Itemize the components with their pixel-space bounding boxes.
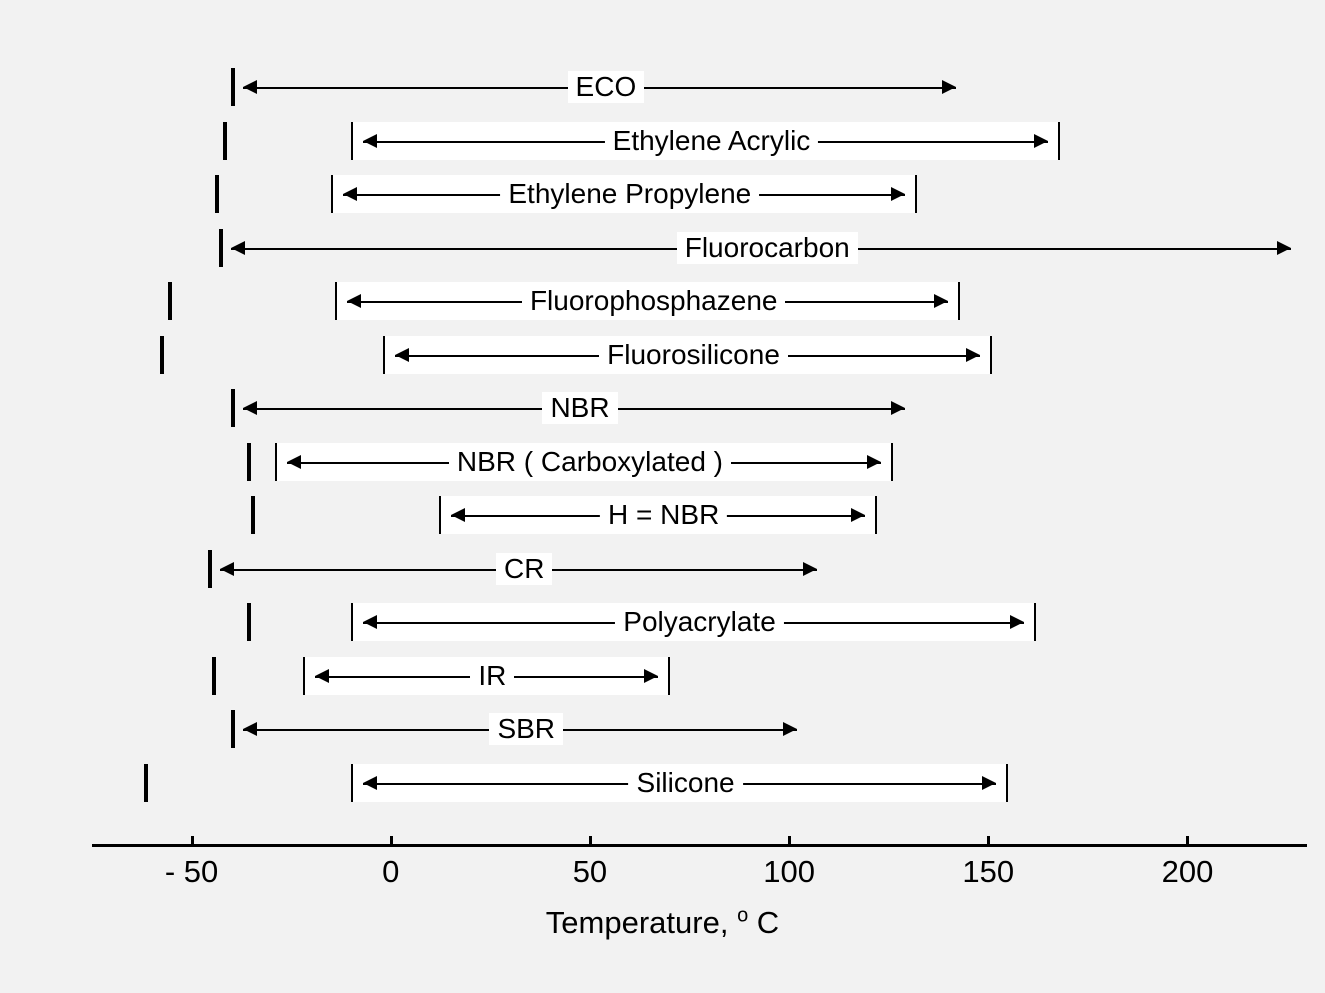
bar-label xyxy=(231,389,928,427)
bar-label xyxy=(219,229,1315,267)
bar-label-text: Fluorosilicone xyxy=(599,339,788,371)
x-axis-title xyxy=(0,905,1325,941)
bar-label-text: SBR xyxy=(489,713,563,745)
bar-label xyxy=(202,175,1059,213)
bar-label xyxy=(120,764,1251,802)
bar-label-text: Polyacrylate xyxy=(615,606,784,638)
bar-label xyxy=(208,550,841,588)
chart-bar-row xyxy=(231,389,916,427)
bar-label xyxy=(283,496,1044,534)
x-axis-line xyxy=(92,844,1307,847)
chart-bar-row xyxy=(223,122,1159,160)
x-axis-tick xyxy=(788,836,791,847)
chart-bar-row xyxy=(144,764,1263,802)
chart-bar-row xyxy=(160,336,1216,374)
bar-label xyxy=(168,282,1140,320)
bar-label xyxy=(237,122,1185,160)
bar-label-text: Ethylene Acrylic xyxy=(605,125,819,157)
chart-bar-row xyxy=(168,282,1128,320)
bar-label-text: H = NBR xyxy=(600,499,727,531)
chart-bar-row xyxy=(251,496,1000,534)
x-axis-tick-label: 200 xyxy=(1161,854,1214,889)
x-axis-tick xyxy=(987,836,990,847)
bar-label xyxy=(245,443,934,481)
chart-bar-row xyxy=(208,550,829,588)
x-axis-tick-label: - 50 xyxy=(164,854,219,889)
bar-label-text: Fluorocarbon xyxy=(677,232,858,264)
chart-bar-row xyxy=(231,710,809,748)
bar-label xyxy=(231,68,980,106)
x-axis-tick xyxy=(191,836,194,847)
bar-total-range xyxy=(251,496,255,534)
x-axis-tick xyxy=(390,836,393,847)
bar-total-range xyxy=(223,122,227,160)
x-axis-tick xyxy=(589,836,592,847)
bar-label-text: Silicone xyxy=(629,767,743,799)
bar-label-text: ECO xyxy=(568,71,645,103)
bar-label-text: Ethylene Propylene xyxy=(500,178,759,210)
chart-bar-row xyxy=(247,603,1115,641)
bar-label xyxy=(210,657,776,695)
bar-label-text: NBR xyxy=(542,392,617,424)
x-axis xyxy=(0,836,1325,896)
bar-label-text: Fluorophosphazene xyxy=(522,285,786,317)
x-axis-tick-label: 50 xyxy=(572,854,608,889)
chart-bar-row xyxy=(231,68,968,106)
chart-bar-row xyxy=(219,229,1303,267)
x-axis-tick xyxy=(1186,836,1189,847)
chart-bar-row xyxy=(215,175,1060,213)
x-axis-title-text: Temperature, $^o$ C xyxy=(545,905,780,941)
bar-label xyxy=(231,710,821,748)
x-axis-tick-label: 100 xyxy=(763,854,815,889)
bar-total-range xyxy=(247,603,251,641)
bar-label-text: NBR ( Carboxylated ) xyxy=(449,446,731,478)
chart-bar-row xyxy=(247,443,924,481)
x-axis-tick-label: 150 xyxy=(962,854,1015,889)
bar-label xyxy=(160,336,1228,374)
bar-label-text: CR xyxy=(496,553,552,585)
bar-label xyxy=(259,603,1139,641)
chart-bar-row xyxy=(212,657,766,695)
bar-label-text: IR xyxy=(470,660,514,692)
x-axis-tick-label: 0 xyxy=(382,854,400,889)
